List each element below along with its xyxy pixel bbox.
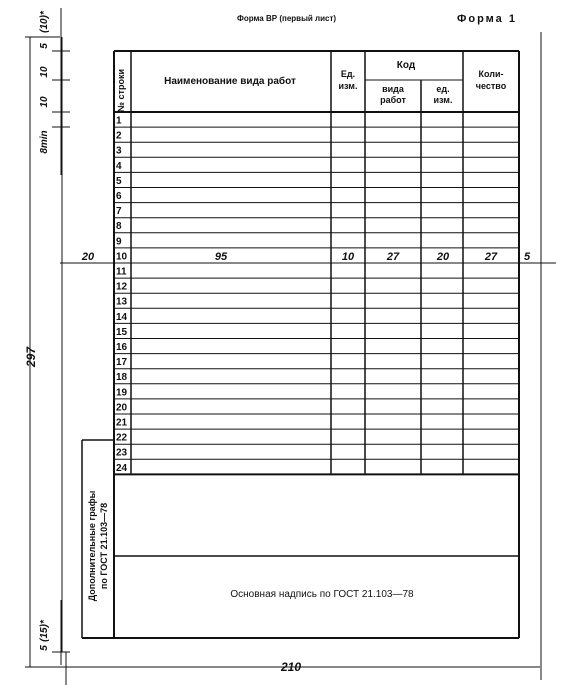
dim-header-10a: 10 [39,66,50,78]
row-number: 3 [116,145,122,157]
row-number: 21 [116,417,128,429]
col-header-code-unit-1: ед. [436,84,450,94]
row-number: 2 [116,130,122,142]
row-number: 17 [116,357,128,369]
col-header-code-work-2: работ [380,95,406,105]
dim-name-width: 95 [214,251,228,263]
row-numbers [116,116,128,474]
row-number: 15 [116,326,128,338]
row-number: 20 [116,402,128,414]
dim-code-unit-width: 20 [436,251,450,263]
dim-code-work-width: 27 [386,251,400,263]
col-header-name: Наименование вида работ [164,76,296,87]
dim-bottom-5: 5 [39,645,50,651]
row-number: 6 [116,191,122,202]
col-header-unit-2: изм. [338,81,358,91]
row-number: 16 [116,342,128,353]
row-number: 8 [116,221,122,233]
dim-row-min: 8min [39,130,50,154]
col-header-row-number: № строки [116,69,126,112]
dim-top-5: 5 [39,43,50,49]
col-header-qty-2: чество [475,81,507,91]
row-number: 9 [116,236,122,248]
extra-columns-label-1: Дополнительные графы [87,490,97,602]
form-number: Форма 1 [457,13,517,25]
extra-columns-label-2: по ГОСТ 21.103—78 [99,502,109,590]
dim-left-margin: 20 [81,251,95,263]
row-number: 5 [116,175,122,187]
dim-right-margin: 5 [523,251,531,263]
dim-qty-width: 27 [484,251,498,263]
row-number: 14 [116,311,128,323]
col-header-unit-1: Ед. [340,69,356,79]
title-block-label: Основная надпись по ГОСТ 21.103—78 [230,589,414,600]
row-number: 22 [116,432,128,444]
dim-total-height: 297 [24,346,38,368]
row-number: 19 [116,387,128,399]
row-number: 12 [116,281,128,293]
row-number: 13 [116,296,128,308]
row-number: 11 [116,266,127,278]
row-number: 10 [116,251,128,263]
dim-top-10-star: (10)* [39,11,50,33]
col-header-code: Код [396,60,416,71]
row-number: 1 [116,115,122,127]
form-caption: Форма ВР (первый лист) [237,14,337,23]
row-number: 18 [116,372,128,384]
row-number: 23 [116,447,128,459]
row-number: 24 [116,462,128,474]
dim-total-width: 210 [280,660,302,674]
dim-unit-width: 10 [341,251,355,263]
dim-bottom-15-star: (15)* [39,620,50,642]
col-header-code-work-1: вида [382,84,404,94]
row-number: 4 [116,160,122,172]
row-number: 7 [116,206,122,218]
dim-header-10b: 10 [39,96,50,108]
col-header-code-unit-2: изм. [433,95,453,105]
col-header-qty-1: Коли- [478,69,504,79]
